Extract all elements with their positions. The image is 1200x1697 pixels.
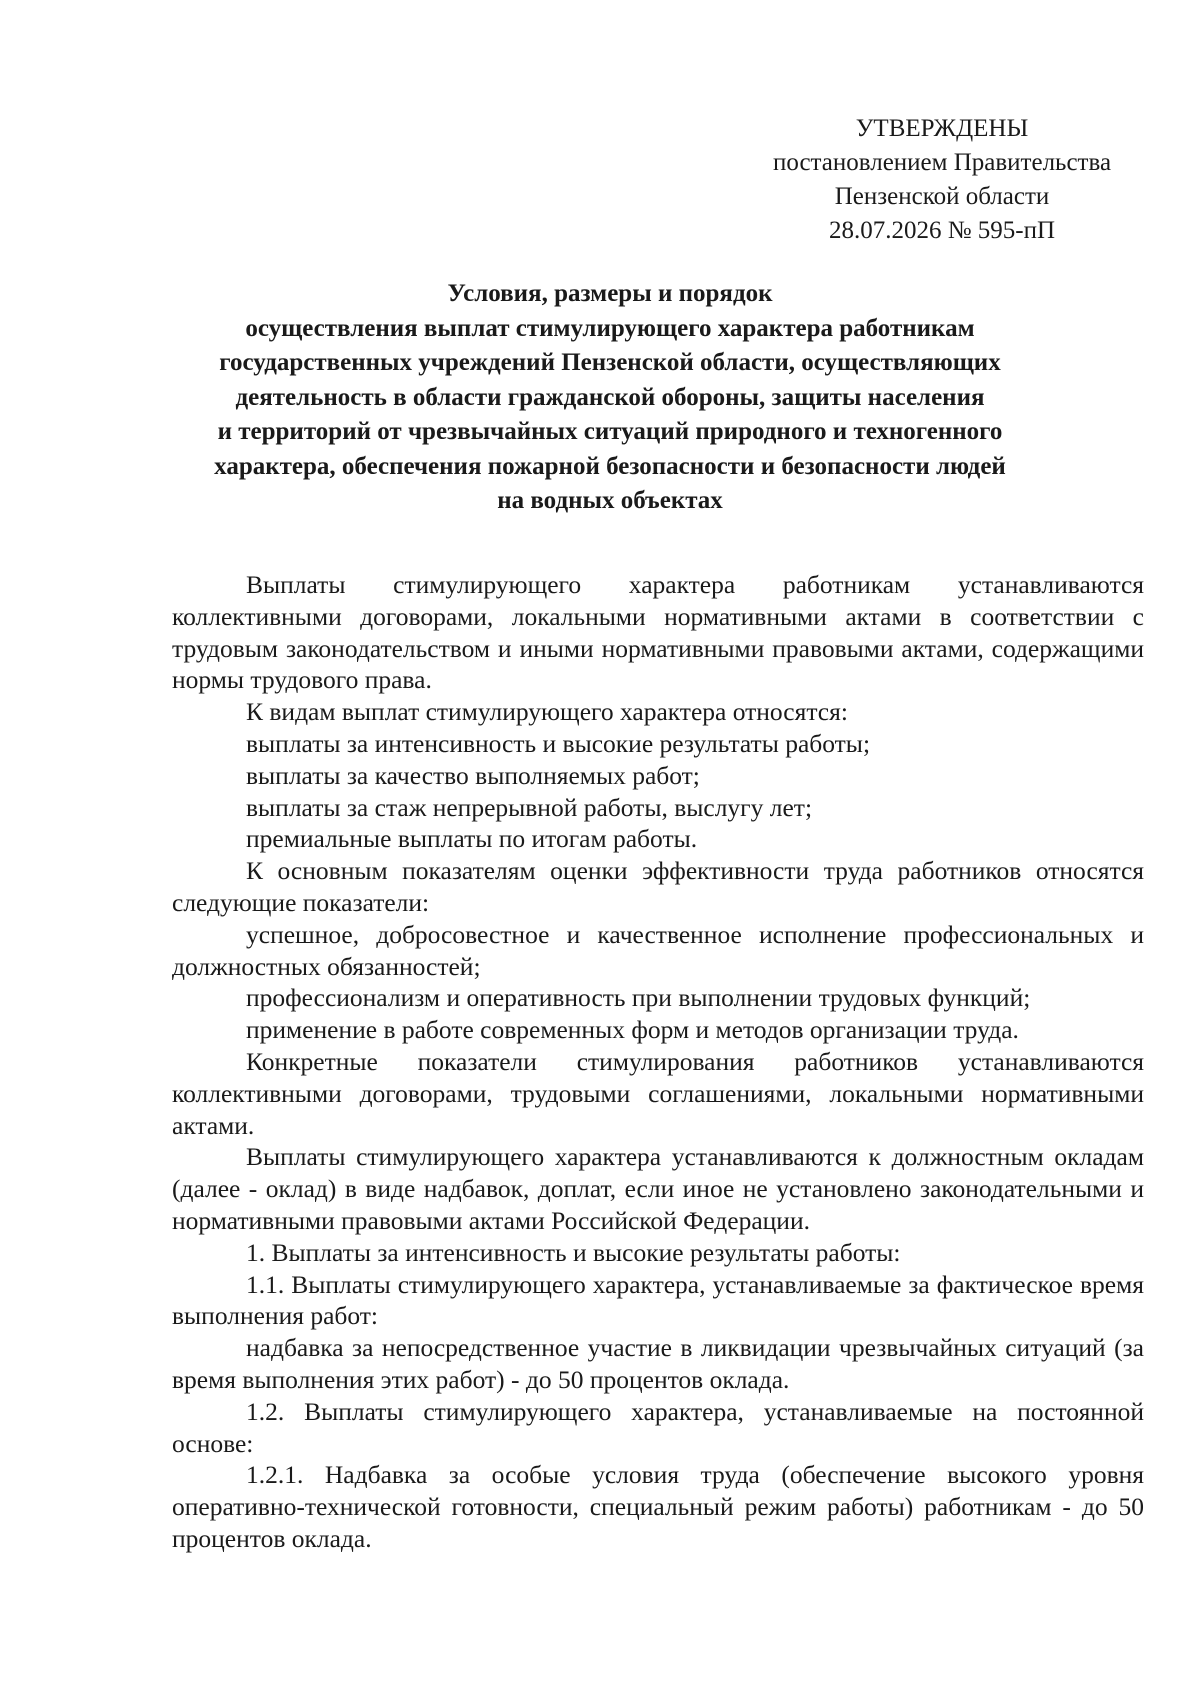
approval-region: Пензенской области: [834, 183, 1050, 210]
list-item: премиальные выплаты по итогам работы.: [246, 824, 698, 854]
list-item: выплаты за интенсивность и высокие результаты работы;: [246, 728, 871, 758]
subsection-paragraph: 1.2. Выплаты стимулирующего характера, устанавливаемые на постоянной основе:: [172, 1396, 1144, 1458]
title-line: Условия, размеры и порядок: [447, 280, 773, 307]
document-body: [172, 569, 1144, 1555]
title-line: характера, обеспечения пожарной безопасности и безопасности людей: [214, 452, 1006, 480]
title-line: государственных учреждений Пензенской области, осуществляющих: [219, 349, 1001, 376]
approval-stamp: [742, 112, 1142, 248]
list-item: успешное, добросовестное и качественное исполнение профессиональных и должностных обязанностей;: [172, 919, 1144, 981]
body-paragraph: К видам выплат стимулирующего характера относятся:: [246, 697, 848, 727]
title-line: осуществления выплат стимулирующего характера работникам: [245, 314, 975, 342]
list-item: выплаты за стаж непрерывной работы, выслугу лет;: [246, 792, 813, 822]
body-paragraph: надбавка за непосредственное участие в ликвидации чрезвычайных ситуаций (за время выполнения этих работ) - до 50 процентов оклада.: [172, 1333, 1144, 1394]
title-line: и территорий от чрезвычайных ситуаций природного и техногенного: [217, 418, 1003, 445]
body-paragraph: Выплаты стимулирующего характера работникам устанавливаются коллективными договорами, локальными нормативными актами в соответствии с трудовым законодательством и иными нормативными правовыми актами, содержащими нормы трудового права.: [172, 570, 1144, 695]
approval-heading: УТВЕРЖДЕНЫ: [855, 115, 1029, 142]
subsection-paragraph: 1.1. Выплаты стимулирующего характера, устанавливаемые за фактическое время выполнения работ:: [172, 1269, 1144, 1331]
title-line: деятельность в области гражданской обороны, защиты населения: [235, 383, 985, 411]
approval-date-number: 28.07.2026 № 595-пП: [828, 217, 1056, 244]
body-paragraph: Конкретные показатели стимулирования работников устанавливаются коллективными договорами, трудовыми соглашениями, локальными нормативными актами.: [172, 1046, 1144, 1140]
section-heading: 1. Выплаты за интенсивность и высокие результаты работы:: [246, 1237, 901, 1267]
title-line: на водных объектах: [497, 487, 723, 514]
document-title: [140, 277, 1080, 519]
body-paragraph: Выплаты стимулирующего характера устанавливаются к должностным окладам (далее - оклад) в виде надбавок, доплат, если иное не установлено законодательными и нормативными правовыми актами Российской Федерации.: [172, 1142, 1144, 1235]
list-item: профессионализм и оперативность при выполнении трудовых функций;: [246, 983, 1031, 1013]
list-item: выплаты за качество выполняемых работ;: [246, 760, 700, 790]
list-item: применение в работе современных форм и методов организации труда.: [246, 1015, 1019, 1045]
approval-resolution: постановлением Правительства: [772, 149, 1112, 176]
body-paragraph: К основным показателям оценки эффективности труда работников относятся следующие показатели:: [172, 856, 1144, 917]
subsection-paragraph: 1.2.1. Надбавка за особые условия труда (обеспечение высокого уровня оперативно-технической готовности, специальный режим работы) работникам - до 50 процентов оклада.: [172, 1460, 1144, 1553]
